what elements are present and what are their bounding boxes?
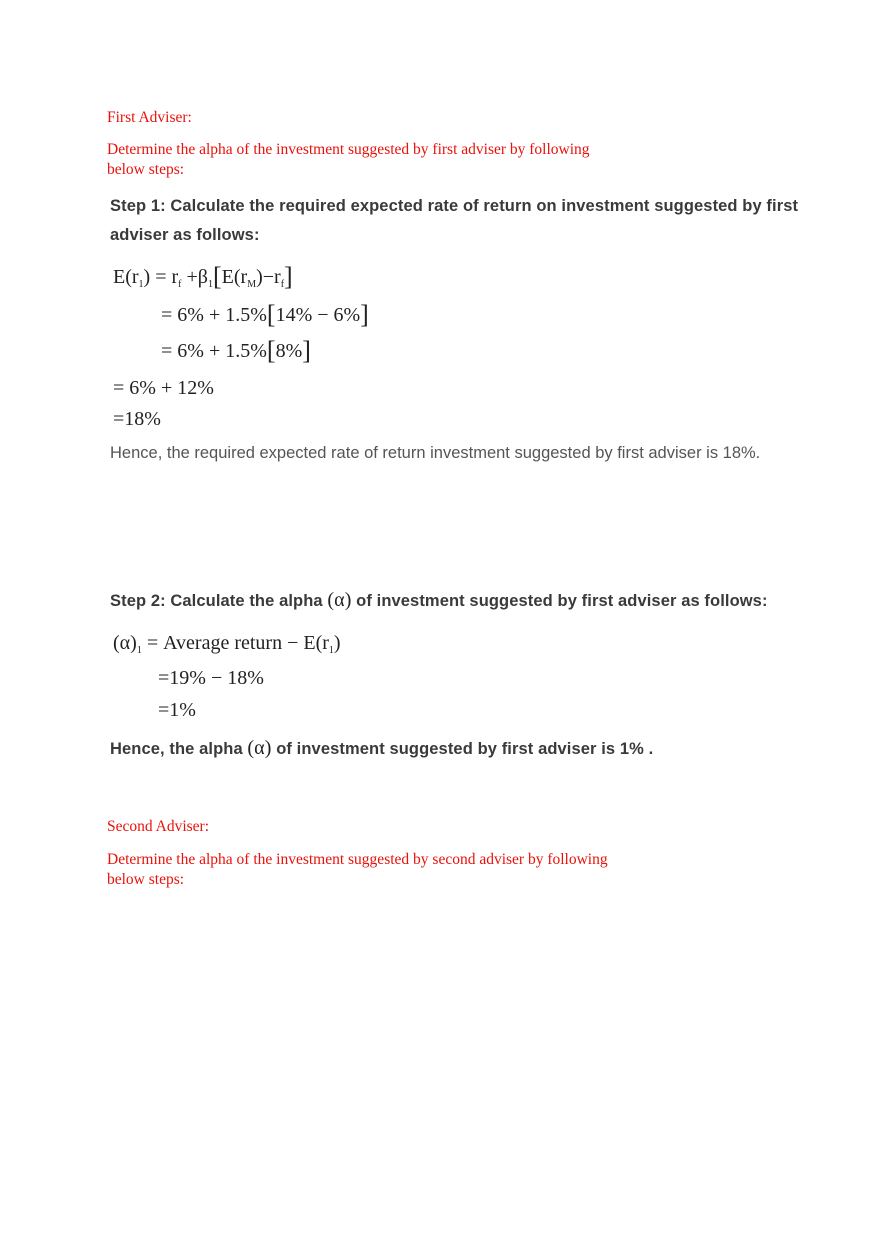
step2-heading-pre: Step 2: Calculate the alpha [110,592,323,610]
step1-heading-line2: adviser as follows: [110,226,260,244]
step2-conclusion-post: of investment suggested by first adviser is 1% . [276,740,654,758]
second-adviser-intro-line1: Determine the alpha of the investment suggested by second adviser by following [107,851,608,868]
second-adviser-intro-line2: below steps: [107,871,185,888]
first-adviser-intro-line1: Determine the alpha of the investment suggested by first adviser by following [107,141,590,158]
step2-conclusion [110,737,653,760]
capm-sum: = 6% + 12% [113,377,214,399]
step2-heading-post: of investment suggested by first adviser as follows: [356,592,768,610]
capm-formula: $E(r_1) = r_f +\beta_1[E(r_M)-r_f]$ [113,262,293,291]
alpha-result: =1% [158,699,196,721]
alpha-formula: $(\alpha)_1$ = Average return − $E(r_1)$ [113,632,341,656]
alpha-symbol: (α) [327,589,352,611]
capm-substitution: = 6% + 1.5%[14% − 6%] [161,300,369,329]
second-adviser-title: Second Adviser: [107,818,210,835]
first-adviser-title: First Adviser: [107,109,192,126]
alpha-symbol-conclusion: (α) [247,737,272,759]
step1-heading-line1: Step 1: Calculate the required expected rate of return on investment suggested by first [110,197,799,215]
capm-result: =18% [113,408,161,430]
capm-simplify: = 6% + 1.5%[8%] [161,336,311,365]
step2-conclusion-pre: Hence, the alpha [110,740,243,758]
first-adviser-intro-line2: below steps: [107,161,185,178]
step2-heading [110,589,768,612]
step1-conclusion: Hence, the required expected rate of return investment suggested by first adviser is 18%. [110,444,761,462]
alpha-substitution: =19% − 18% [158,667,264,689]
